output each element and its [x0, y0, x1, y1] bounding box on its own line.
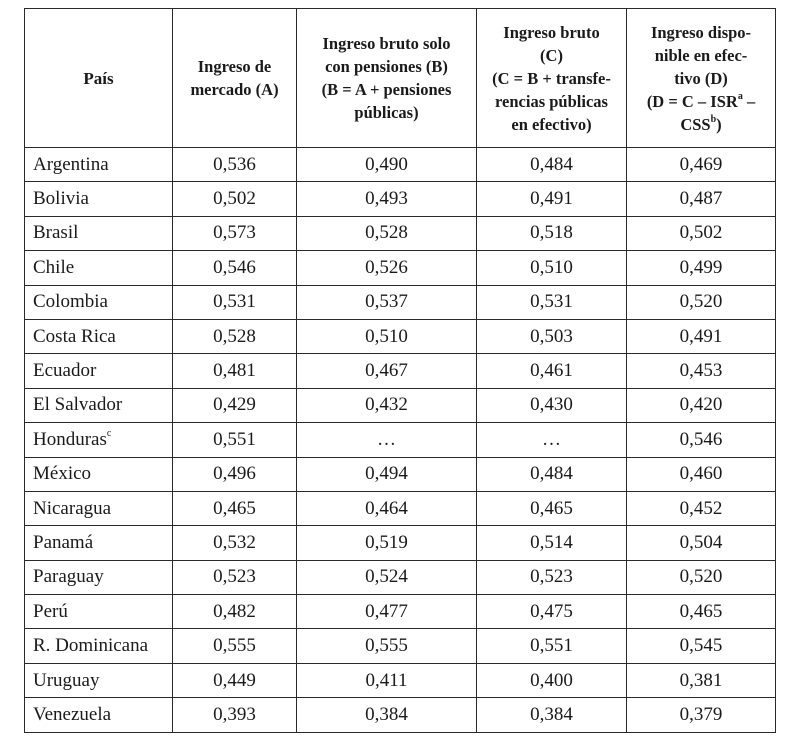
header-b-line: Ingreso bruto solo — [322, 34, 451, 53]
market-income-cell: 0,482 — [173, 595, 297, 629]
table-row — [25, 354, 776, 388]
market-income-cell: 0,393 — [173, 698, 297, 732]
header-d-close: ) — [716, 114, 722, 134]
disposable-income-cell: 0,545 — [627, 629, 776, 663]
market-income-cell: 0,528 — [173, 319, 297, 353]
header-c-line: rencias públicas — [495, 91, 608, 111]
table-row — [25, 663, 776, 697]
gross-income-cell: 0,484 — [477, 457, 627, 491]
header-d-line: nible en efec- — [654, 45, 748, 65]
country-name: Honduras — [33, 428, 107, 450]
table-row — [25, 285, 776, 319]
table-row — [25, 148, 776, 182]
country-cell — [25, 560, 173, 594]
country-name: Nicaragua — [33, 497, 112, 519]
header-row — [25, 9, 776, 148]
header-c-line: en efectivo) — [511, 114, 592, 134]
country-cell — [25, 423, 173, 457]
gross-income-cell: 0,384 — [477, 698, 627, 732]
gross-pension-income-cell: 0,528 — [297, 216, 477, 250]
country-cell — [25, 457, 173, 491]
country-cell — [25, 629, 173, 663]
country-cell — [25, 354, 173, 388]
header-d-line: tivo (D) — [674, 68, 728, 88]
country-cell — [25, 388, 173, 422]
market-income-cell: 0,465 — [173, 491, 297, 525]
table-row — [25, 595, 776, 629]
gross-income-cell: 0,518 — [477, 216, 627, 250]
table-row — [25, 251, 776, 285]
market-income-cell: 0,536 — [173, 148, 297, 182]
header-c-line: Ingreso bruto — [503, 22, 600, 42]
gross-income-cell: 0,465 — [477, 491, 627, 525]
gross-income-cell: 0,510 — [477, 251, 627, 285]
country-cell — [25, 595, 173, 629]
table-row — [25, 216, 776, 250]
gross-pension-income-cell: 0,526 — [297, 251, 477, 285]
header-d-line — [631, 90, 771, 113]
gross-income-cell: … — [477, 423, 627, 457]
disposable-income-cell: 0,502 — [627, 216, 776, 250]
disposable-income-cell: 0,460 — [627, 457, 776, 491]
gross-pension-income-cell: 0,411 — [297, 663, 477, 697]
header-c-line: (C) — [540, 45, 563, 65]
country-cell — [25, 526, 173, 560]
market-income-cell: 0,449 — [173, 663, 297, 697]
header-ingreso-bruto — [477, 9, 627, 148]
market-income-cell: 0,551 — [173, 423, 297, 457]
market-income-cell: 0,481 — [173, 354, 297, 388]
market-income-cell: 0,502 — [173, 182, 297, 216]
market-income-cell: 0,555 — [173, 629, 297, 663]
disposable-income-cell: 0,546 — [627, 423, 776, 457]
market-income-cell: 0,496 — [173, 457, 297, 491]
gross-income-cell: 0,484 — [477, 148, 627, 182]
disposable-income-cell: 0,453 — [627, 354, 776, 388]
gross-pension-income-cell: 0,464 — [297, 491, 477, 525]
country-name: Brasil — [33, 222, 79, 244]
gross-pension-income-cell: 0,490 — [297, 148, 477, 182]
table-row — [25, 423, 776, 457]
header-d-line — [631, 113, 771, 136]
footnote-b-marker: b — [710, 114, 717, 125]
header-d-line: Ingreso dispo- — [650, 22, 752, 42]
country-name: Perú — [33, 600, 68, 622]
table-row — [25, 698, 776, 732]
gross-income-cell: 0,475 — [477, 595, 627, 629]
market-income-cell: 0,573 — [173, 216, 297, 250]
header-b-line: con pensiones (B) — [325, 57, 448, 76]
country-name: El Salvador — [33, 394, 123, 416]
table-row — [25, 388, 776, 422]
gross-pension-income-cell: 0,555 — [297, 629, 477, 663]
country-cell — [25, 182, 173, 216]
disposable-income-cell: 0,379 — [627, 698, 776, 732]
header-ingreso-mercado — [173, 9, 297, 148]
gross-income-cell: 0,523 — [477, 560, 627, 594]
gross-income-cell: 0,531 — [477, 285, 627, 319]
gross-pension-income-cell: 0,477 — [297, 595, 477, 629]
header-pais — [25, 9, 173, 148]
country-name: Panamá — [33, 531, 94, 553]
gross-pension-income-cell: 0,467 — [297, 354, 477, 388]
header-b-line: (B = A + pensiones — [321, 80, 452, 99]
country-name: Chile — [33, 256, 75, 278]
country-cell — [25, 148, 173, 182]
disposable-income-cell: 0,469 — [627, 148, 776, 182]
table-body — [25, 148, 776, 733]
table-row — [25, 629, 776, 663]
country-name: R. Dominicana — [33, 635, 149, 657]
gross-income-cell: 0,514 — [477, 526, 627, 560]
country-cell — [25, 251, 173, 285]
market-income-cell: 0,532 — [173, 526, 297, 560]
disposable-income-cell: 0,499 — [627, 251, 776, 285]
footnote-a-marker: a — [737, 91, 743, 102]
disposable-income-cell: 0,504 — [627, 526, 776, 560]
gross-pension-income-cell: … — [297, 423, 477, 457]
gross-income-cell: 0,430 — [477, 388, 627, 422]
country-cell — [25, 698, 173, 732]
disposable-income-cell: 0,420 — [627, 388, 776, 422]
footnote-marker: c — [106, 428, 112, 440]
gross-pension-income-cell: 0,519 — [297, 526, 477, 560]
table-row — [25, 457, 776, 491]
market-income-cell: 0,429 — [173, 388, 297, 422]
country-name: Costa Rica — [33, 325, 116, 347]
header-ingreso-bruto-pensiones — [297, 9, 477, 148]
gross-income-cell: 0,551 — [477, 629, 627, 663]
country-cell — [25, 491, 173, 525]
gini-table — [24, 8, 776, 733]
header-pais-label: País — [83, 68, 114, 88]
market-income-cell: 0,546 — [173, 251, 297, 285]
country-name: México — [33, 463, 92, 485]
header-ingreso-disponible — [627, 9, 776, 148]
market-income-cell: 0,523 — [173, 560, 297, 594]
country-name: Uruguay — [33, 669, 100, 691]
country-name: Ecuador — [33, 360, 97, 382]
gross-income-cell: 0,461 — [477, 354, 627, 388]
gross-pension-income-cell: 0,537 — [297, 285, 477, 319]
table-row — [25, 560, 776, 594]
header-c-line: (C = B + transfe- — [492, 68, 611, 88]
disposable-income-cell: 0,491 — [627, 319, 776, 353]
gross-pension-income-cell: 0,384 — [297, 698, 477, 732]
gross-income-cell: 0,400 — [477, 663, 627, 697]
gross-pension-income-cell: 0,524 — [297, 560, 477, 594]
country-cell — [25, 319, 173, 353]
country-cell — [25, 216, 173, 250]
table-row — [25, 182, 776, 216]
header-a-line: Ingreso de — [197, 57, 272, 76]
gross-income-cell: 0,503 — [477, 319, 627, 353]
disposable-income-cell: 0,520 — [627, 560, 776, 594]
disposable-income-cell: 0,520 — [627, 285, 776, 319]
gross-income-cell: 0,491 — [477, 182, 627, 216]
table-row — [25, 526, 776, 560]
disposable-income-cell: 0,452 — [627, 491, 776, 525]
disposable-income-cell: 0,465 — [627, 595, 776, 629]
country-cell — [25, 285, 173, 319]
country-name: Argentina — [33, 153, 109, 175]
country-name: Paraguay — [33, 566, 104, 588]
country-name: Bolivia — [33, 188, 89, 210]
header-d-formula-end: – — [742, 91, 756, 111]
country-name: Venezuela — [33, 703, 112, 725]
country-cell — [25, 663, 173, 697]
header-d-formula: (D = C – ISR — [646, 91, 738, 111]
gross-pension-income-cell: 0,432 — [297, 388, 477, 422]
table-row — [25, 491, 776, 525]
gross-pension-income-cell: 0,510 — [297, 319, 477, 353]
country-name: Colombia — [33, 291, 108, 313]
header-b-line: públicas) — [354, 103, 419, 122]
gross-pension-income-cell: 0,494 — [297, 457, 477, 491]
header-a-line: mercado (A) — [190, 80, 279, 99]
header-d-css: CSS — [680, 114, 711, 134]
disposable-income-cell: 0,381 — [627, 663, 776, 697]
disposable-income-cell: 0,487 — [627, 182, 776, 216]
market-income-cell: 0,531 — [173, 285, 297, 319]
gross-pension-income-cell: 0,493 — [297, 182, 477, 216]
table-row — [25, 319, 776, 353]
